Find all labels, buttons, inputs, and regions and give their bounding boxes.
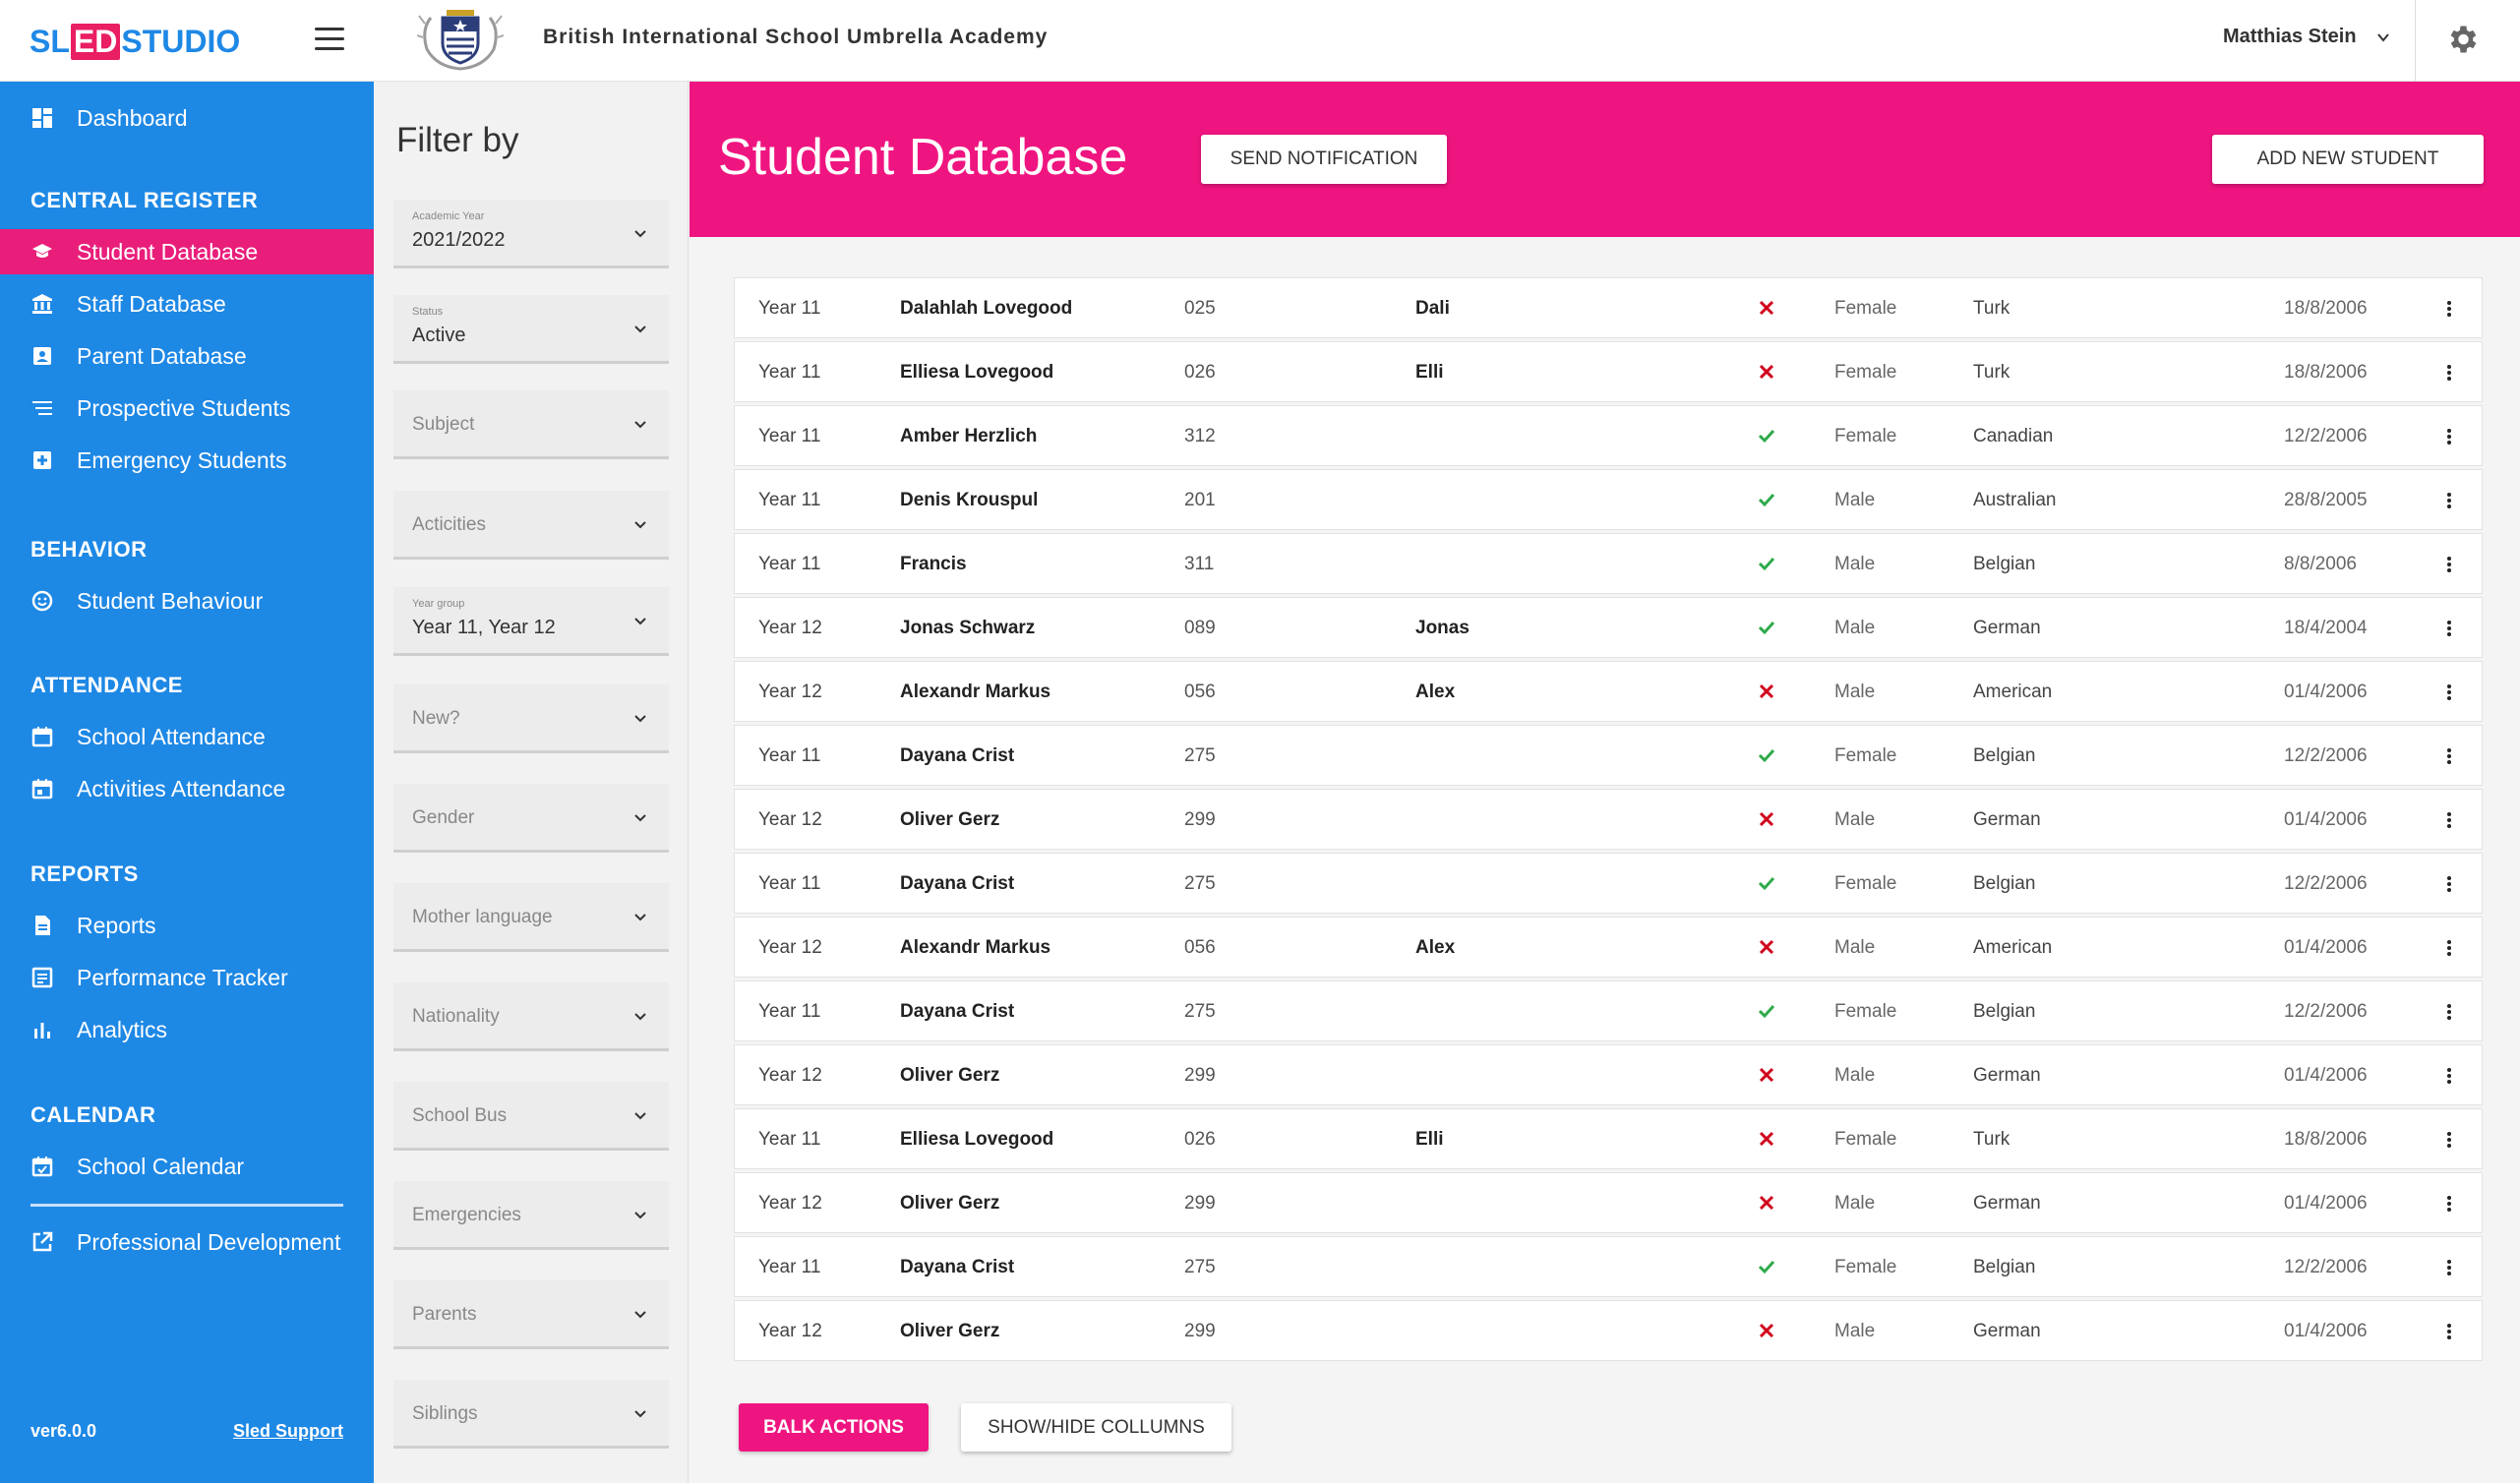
section-behavior: BEHAVIOR xyxy=(30,537,148,562)
page-title: Student Database xyxy=(718,129,1128,186)
id-cell: 025 xyxy=(1184,298,1216,319)
filter-subject[interactable] xyxy=(393,390,669,459)
nationality-cell: German xyxy=(1973,1321,2041,1341)
cross-icon xyxy=(1758,682,1775,700)
section-attendance: ATTENDANCE xyxy=(30,673,183,697)
gender-cell: Male xyxy=(1834,1321,1876,1341)
chevron-down-icon xyxy=(633,325,647,334)
table-row[interactable] xyxy=(734,277,2483,338)
filter-title: Filter by xyxy=(396,121,519,159)
dob-cell: 18/4/2004 xyxy=(2284,618,2368,638)
filter-placeholder: School Bus xyxy=(412,1105,508,1126)
document-icon xyxy=(31,915,53,936)
filter-placeholder: Acticities xyxy=(412,514,486,535)
table-row[interactable] xyxy=(734,597,2483,658)
id-cell: 201 xyxy=(1184,490,1216,510)
id-cell: 026 xyxy=(1184,362,1216,383)
year-cell: Year 11 xyxy=(758,554,821,574)
sidebar-item-label: School Calendar xyxy=(77,1153,245,1179)
more-vertical-icon[interactable] xyxy=(2446,426,2452,447)
nationality-cell: Belgian xyxy=(1973,1001,2036,1022)
year-cell: Year 12 xyxy=(758,1065,822,1086)
nationality-cell: American xyxy=(1973,682,2053,702)
school-crest-icon xyxy=(417,10,504,71)
cross-icon xyxy=(1758,299,1775,317)
dob-cell: 01/4/2006 xyxy=(2284,1065,2368,1086)
more-vertical-icon[interactable] xyxy=(2446,554,2452,575)
nationality-cell: Turk xyxy=(1973,298,2010,319)
gender-cell: Male xyxy=(1834,554,1876,574)
check-icon xyxy=(1758,874,1775,892)
bulk-actions-button[interactable]: BALK ACTIONS xyxy=(739,1403,929,1452)
logo-text-pre: SL xyxy=(30,23,70,59)
external-link-icon xyxy=(31,1231,53,1253)
nationality-cell: German xyxy=(1973,618,2041,638)
year-cell: Year 11 xyxy=(758,1001,821,1022)
gender-cell: Male xyxy=(1834,937,1876,958)
sidebar-item-label: Performance Tracker xyxy=(77,964,288,990)
table-row[interactable] xyxy=(734,661,2483,722)
name-cell: Dayana Crist xyxy=(900,745,1015,766)
check-icon xyxy=(1758,1258,1775,1275)
gender-cell: Female xyxy=(1834,1001,1897,1022)
tracker-icon xyxy=(31,967,53,988)
more-vertical-icon[interactable] xyxy=(2446,1129,2452,1151)
name-cell: Elliesa Lovegood xyxy=(900,362,1054,383)
id-cell: 299 xyxy=(1184,1193,1216,1214)
gender-cell: Female xyxy=(1834,745,1897,766)
chevron-down-icon xyxy=(633,913,647,922)
nationality-cell: American xyxy=(1973,937,2053,958)
sidebar-item-label: Dashboard xyxy=(77,104,188,131)
nationality-cell: Belgian xyxy=(1973,745,2036,766)
sidebar-item-reports[interactable] xyxy=(0,903,374,948)
more-vertical-icon[interactable] xyxy=(2446,873,2452,895)
section-reports: REPORTS xyxy=(30,861,139,886)
cross-icon xyxy=(1758,363,1775,381)
filter-panel xyxy=(374,82,689,1483)
name-cell: Francis xyxy=(900,554,967,574)
gender-cell: Male xyxy=(1834,682,1876,702)
nickname-cell: Alex xyxy=(1415,937,1456,958)
filter-placeholder: Subject xyxy=(412,414,475,435)
table-row[interactable] xyxy=(734,725,2483,786)
table-row[interactable] xyxy=(734,341,2483,402)
dob-cell: 28/8/2005 xyxy=(2284,490,2368,510)
name-cell: Elliesa Lovegood xyxy=(900,1129,1054,1150)
chevron-down-icon xyxy=(633,714,647,724)
calendar-check-icon xyxy=(31,1156,53,1177)
sidebar-item-label: Staff Database xyxy=(77,290,226,317)
nationality-cell: German xyxy=(1973,1065,2041,1086)
sled-studio-logo[interactable] xyxy=(30,18,240,65)
top-divider xyxy=(2415,0,2416,82)
dob-cell: 18/8/2006 xyxy=(2284,298,2368,319)
logo-text-mid: ED xyxy=(71,24,120,60)
more-vertical-icon[interactable] xyxy=(2446,1065,2452,1087)
nationality-cell: Turk xyxy=(1973,362,2010,383)
gender-cell: Male xyxy=(1834,1193,1876,1214)
table-row[interactable] xyxy=(734,533,2483,594)
more-vertical-icon[interactable] xyxy=(2446,809,2452,831)
year-cell: Year 12 xyxy=(758,1321,822,1341)
id-cell: 056 xyxy=(1184,682,1216,702)
dob-cell: 12/2/2006 xyxy=(2284,1001,2368,1022)
id-cell: 089 xyxy=(1184,618,1216,638)
dashboard-icon xyxy=(31,107,53,129)
cross-icon xyxy=(1758,1130,1775,1148)
year-cell: Year 12 xyxy=(758,1193,822,1214)
more-vertical-icon[interactable] xyxy=(2446,1321,2452,1342)
sidebar-divider xyxy=(30,1204,343,1207)
filter-placeholder: Nationality xyxy=(412,1006,500,1027)
name-cell: Oliver Gerz xyxy=(900,1193,1000,1214)
sidebar-item-emergency-students[interactable] xyxy=(0,438,374,483)
more-vertical-icon[interactable] xyxy=(2446,490,2452,511)
cross-icon xyxy=(1758,938,1775,956)
sidebar-item-student-behaviour[interactable] xyxy=(0,578,374,623)
check-icon xyxy=(1758,555,1775,572)
page-header xyxy=(690,82,2520,237)
chevron-down-icon xyxy=(633,1111,647,1121)
nickname-cell: Elli xyxy=(1415,1129,1444,1150)
bar-chart-icon xyxy=(31,1019,53,1040)
menu-icon[interactable] xyxy=(315,28,344,53)
id-cell: 056 xyxy=(1184,937,1216,958)
version-label: ver6.0.0 xyxy=(30,1421,97,1441)
sled-support-link[interactable]: Sled Support xyxy=(233,1421,343,1441)
dob-cell: 01/4/2006 xyxy=(2284,809,2368,830)
year-cell: Year 11 xyxy=(758,873,821,894)
filter-placeholder: Emergencies xyxy=(412,1205,521,1225)
filter-placeholder: Gender xyxy=(412,807,475,828)
dob-cell: 12/2/2006 xyxy=(2284,873,2368,894)
gender-cell: Male xyxy=(1834,490,1876,510)
sidebar-item-parent-database[interactable] xyxy=(0,333,374,379)
filter-placeholder: New? xyxy=(412,708,460,729)
nationality-cell: Canadian xyxy=(1973,426,2054,446)
nationality-cell: Belgian xyxy=(1973,554,2036,574)
year-cell: Year 11 xyxy=(758,426,821,446)
chevron-down-icon xyxy=(633,420,647,430)
more-vertical-icon[interactable] xyxy=(2446,682,2452,703)
filter-placeholder: Parents xyxy=(412,1304,477,1325)
nickname-cell: Elli xyxy=(1415,362,1444,383)
student-table xyxy=(734,277,2483,1364)
id-cell: 311 xyxy=(1184,554,1215,574)
more-vertical-icon[interactable] xyxy=(2446,362,2452,384)
sidebar-item-school-attendance[interactable] xyxy=(0,714,374,759)
chevron-down-icon xyxy=(633,520,647,530)
section-central-register: CENTRAL REGISTER xyxy=(30,188,259,212)
sidebar-item-prospective-students[interactable] xyxy=(0,386,374,431)
name-cell: Dayana Crist xyxy=(900,1257,1015,1277)
year-cell: Year 12 xyxy=(758,937,822,958)
sidebar-item-performance-tracker[interactable] xyxy=(0,955,374,1000)
bank-icon xyxy=(31,293,53,315)
filter-school-bus[interactable] xyxy=(393,1082,669,1151)
calendar-day-icon xyxy=(31,778,53,800)
id-cell: 275 xyxy=(1184,1001,1216,1022)
sidebar-item-label: Parent Database xyxy=(77,342,247,369)
table-row[interactable] xyxy=(734,1300,2483,1361)
sidebar-item-school-calendar[interactable] xyxy=(0,1144,374,1189)
name-cell: Dalahlah Lovegood xyxy=(900,298,1073,319)
dob-cell: 18/8/2006 xyxy=(2284,1129,2368,1150)
table-row[interactable] xyxy=(734,1236,2483,1297)
year-cell: Year 11 xyxy=(758,298,821,319)
dob-cell: 01/4/2006 xyxy=(2284,1321,2368,1341)
sidebar-item-label: Student Behaviour xyxy=(77,587,264,614)
cross-icon xyxy=(1758,1322,1775,1339)
year-cell: Year 12 xyxy=(758,809,822,830)
nationality-cell: Belgian xyxy=(1973,1257,2036,1277)
dob-cell: 01/4/2006 xyxy=(2284,937,2368,958)
name-cell: Dayana Crist xyxy=(900,1001,1015,1022)
top-bar xyxy=(0,0,2520,82)
dob-cell: 12/2/2006 xyxy=(2284,426,2368,446)
name-cell: Dayana Crist xyxy=(900,873,1015,894)
table-row[interactable] xyxy=(734,1044,2483,1105)
id-cell: 299 xyxy=(1184,1321,1216,1341)
name-cell: Oliver Gerz xyxy=(900,1065,1000,1086)
check-icon xyxy=(1758,1002,1775,1020)
table-row[interactable] xyxy=(734,853,2483,914)
dob-cell: 01/4/2006 xyxy=(2284,1193,2368,1214)
table-row[interactable] xyxy=(734,469,2483,530)
chevron-down-icon xyxy=(633,229,647,239)
chevron-down-icon xyxy=(633,1211,647,1220)
filter-value: 2021/2022 xyxy=(412,229,506,251)
chevron-down-icon xyxy=(633,1310,647,1320)
sidebar-item-label: School Attendance xyxy=(77,723,266,749)
nationality-cell: German xyxy=(1973,809,2041,830)
gender-cell: Male xyxy=(1834,809,1876,830)
name-cell: Amber Herzlich xyxy=(900,426,1038,446)
gear-icon[interactable] xyxy=(2444,22,2480,57)
filter-siblings[interactable] xyxy=(393,1380,669,1449)
filter-parents[interactable] xyxy=(393,1280,669,1349)
filter-value: Year 11, Year 12 xyxy=(412,617,556,638)
id-cell: 299 xyxy=(1184,809,1216,830)
more-vertical-icon[interactable] xyxy=(2446,298,2452,320)
graduation-cap-icon xyxy=(31,241,53,263)
table-row[interactable] xyxy=(734,1108,2483,1169)
nationality-cell: Australian xyxy=(1973,490,2057,510)
year-cell: Year 12 xyxy=(758,618,822,638)
more-vertical-icon[interactable] xyxy=(2446,745,2452,767)
filter-nationality[interactable] xyxy=(393,982,669,1051)
chevron-down-icon xyxy=(633,1409,647,1419)
gender-cell: Male xyxy=(1834,618,1876,638)
filter-label: Status xyxy=(412,306,444,318)
year-cell: Year 11 xyxy=(758,745,821,766)
gender-cell: Female xyxy=(1834,873,1897,894)
check-icon xyxy=(1758,619,1775,636)
filter-academic-year[interactable] xyxy=(393,200,669,268)
filter-placeholder: Siblings xyxy=(412,1403,478,1424)
sidebar-item-professional-development[interactable] xyxy=(0,1219,374,1265)
nickname-cell: Jonas xyxy=(1415,618,1470,638)
id-cell: 299 xyxy=(1184,1065,1216,1086)
filter-new[interactable] xyxy=(393,684,669,753)
filter-emergencies[interactable] xyxy=(393,1181,669,1250)
gender-cell: Male xyxy=(1834,1065,1876,1086)
sidebar xyxy=(0,82,374,1483)
smiley-icon xyxy=(31,590,53,612)
sidebar-item-student-database[interactable] xyxy=(0,229,374,274)
list-icon xyxy=(31,397,53,419)
chevron-down-icon xyxy=(633,813,647,823)
sidebar-item-dashboard[interactable] xyxy=(0,95,374,141)
table-row[interactable] xyxy=(734,917,2483,978)
calendar-icon xyxy=(31,726,53,747)
name-cell: Oliver Gerz xyxy=(900,809,1000,830)
check-icon xyxy=(1758,491,1775,508)
name-cell: Denis Krouspul xyxy=(900,490,1039,510)
year-cell: Year 12 xyxy=(758,682,822,702)
cross-icon xyxy=(1758,1194,1775,1212)
dob-cell: 01/4/2006 xyxy=(2284,682,2368,702)
sidebar-item-label: Analytics xyxy=(77,1016,168,1042)
nickname-cell: Dali xyxy=(1415,298,1450,319)
check-icon xyxy=(1758,427,1775,445)
send-notification-button[interactable]: SEND NOTIFICATION xyxy=(1201,135,1447,184)
plus-box-icon xyxy=(31,449,53,471)
table-row[interactable] xyxy=(734,1172,2483,1233)
table-row[interactable] xyxy=(734,405,2483,466)
chevron-down-icon xyxy=(2376,30,2390,44)
sidebar-item-label: Prospective Students xyxy=(77,394,291,421)
sidebar-item-staff-database[interactable] xyxy=(0,281,374,326)
nationality-cell: Belgian xyxy=(1973,873,2036,894)
gender-cell: Female xyxy=(1834,1257,1897,1277)
more-vertical-icon[interactable] xyxy=(2446,1193,2452,1215)
gender-cell: Female xyxy=(1834,362,1897,383)
sidebar-item-label: Emergency Students xyxy=(77,446,287,473)
cross-icon xyxy=(1758,1066,1775,1084)
name-cell: Oliver Gerz xyxy=(900,1321,1000,1341)
gender-cell: Female xyxy=(1834,1129,1897,1150)
nickname-cell: Alex xyxy=(1415,682,1456,702)
name-cell: Jonas Schwarz xyxy=(900,618,1036,638)
filter-value: Active xyxy=(412,325,466,346)
filter-placeholder: Mother language xyxy=(412,907,553,927)
name-cell: Alexandr Markus xyxy=(900,937,1051,958)
dob-cell: 12/2/2006 xyxy=(2284,1257,2368,1277)
show-hide-columns-button[interactable]: SHOW/HIDE COLLUMNS xyxy=(961,1403,1231,1452)
sidebar-item-label: Reports xyxy=(77,912,156,938)
filter-gender[interactable] xyxy=(393,784,669,853)
more-vertical-icon[interactable] xyxy=(2446,937,2452,959)
dob-cell: 8/8/2006 xyxy=(2284,554,2357,574)
table-row[interactable] xyxy=(734,789,2483,850)
filter-status[interactable] xyxy=(393,295,669,364)
id-cell: 275 xyxy=(1184,873,1216,894)
filter-label: Year group xyxy=(412,598,465,610)
nationality-cell: German xyxy=(1973,1193,2041,1214)
more-vertical-icon[interactable] xyxy=(2446,618,2452,639)
filter-year-group[interactable] xyxy=(393,587,669,656)
contact-card-icon xyxy=(31,345,53,367)
user-menu[interactable] xyxy=(2223,26,2390,48)
id-cell: 026 xyxy=(1184,1129,1216,1150)
check-icon xyxy=(1758,746,1775,764)
filter-activities[interactable] xyxy=(393,491,669,560)
year-cell: Year 11 xyxy=(758,1129,821,1150)
dob-cell: 12/2/2006 xyxy=(2284,745,2368,766)
id-cell: 275 xyxy=(1184,1257,1216,1277)
year-cell: Year 11 xyxy=(758,490,821,510)
cross-icon xyxy=(1758,810,1775,828)
more-vertical-icon[interactable] xyxy=(2446,1001,2452,1023)
sidebar-item-analytics[interactable] xyxy=(0,1007,374,1052)
chevron-down-icon xyxy=(633,617,647,626)
school-name: British International School Umbrella Academy xyxy=(543,26,1049,48)
user-name: Matthias Stein xyxy=(2223,26,2357,47)
dob-cell: 18/8/2006 xyxy=(2284,362,2368,383)
sidebar-item-activities-attendance[interactable] xyxy=(0,766,374,811)
chevron-down-icon xyxy=(633,1012,647,1022)
sidebar-item-label: Professional Development xyxy=(77,1228,341,1255)
filter-mother-language[interactable] xyxy=(393,883,669,952)
sidebar-item-label: Student Database xyxy=(77,238,259,265)
logo-text-post: STUDIO xyxy=(121,23,241,59)
section-calendar: CALENDAR xyxy=(30,1102,156,1127)
nationality-cell: Turk xyxy=(1973,1129,2010,1150)
more-vertical-icon[interactable] xyxy=(2446,1257,2452,1278)
year-cell: Year 11 xyxy=(758,1257,821,1277)
table-row[interactable] xyxy=(734,980,2483,1041)
filter-label: Academic Year xyxy=(412,210,485,222)
gender-cell: Female xyxy=(1834,426,1897,446)
name-cell: Alexandr Markus xyxy=(900,682,1051,702)
gender-cell: Female xyxy=(1834,298,1897,319)
sidebar-item-label: Activities Attendance xyxy=(77,775,286,801)
id-cell: 312 xyxy=(1184,426,1216,446)
add-new-student-button[interactable]: ADD NEW STUDENT xyxy=(2212,135,2484,184)
year-cell: Year 11 xyxy=(758,362,821,383)
id-cell: 275 xyxy=(1184,745,1216,766)
